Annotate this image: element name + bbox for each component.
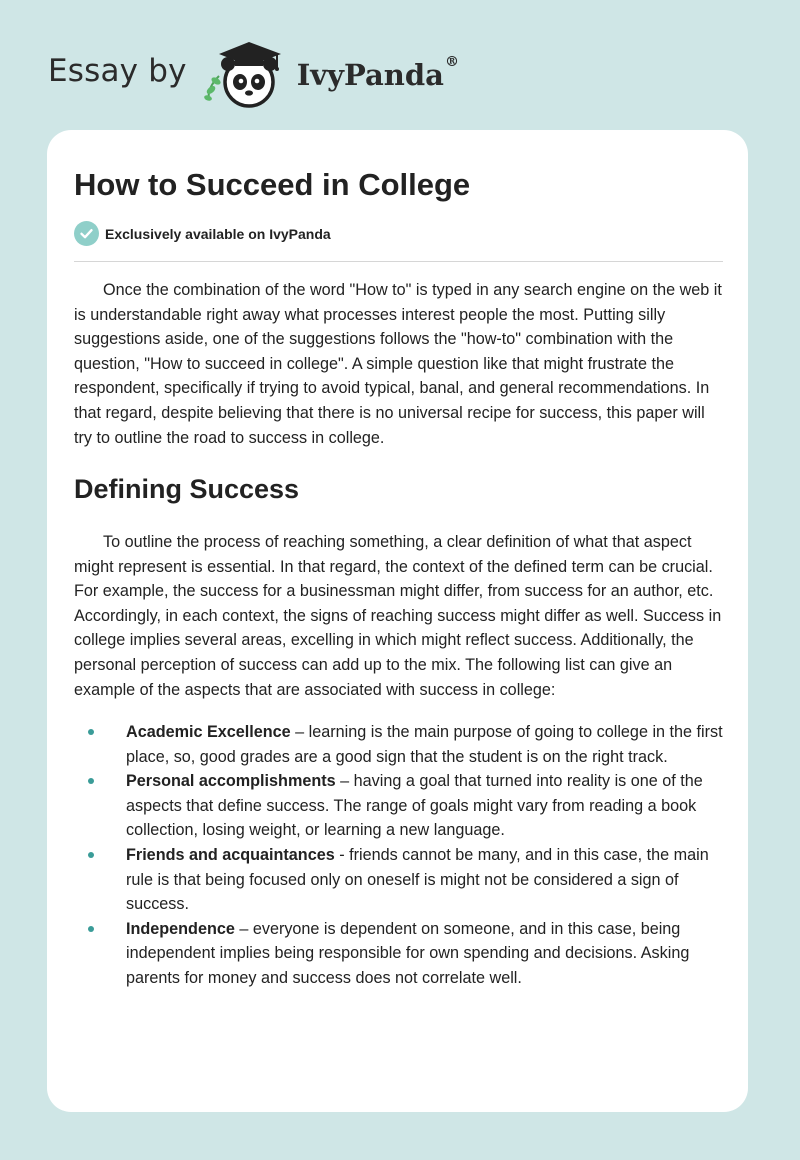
badge-text: Exclusively available on IvyPanda bbox=[105, 225, 331, 242]
bullet-icon bbox=[88, 778, 94, 784]
exclusive-badge bbox=[74, 221, 331, 246]
essay-card bbox=[47, 130, 748, 1112]
list-item-text: - friends cannot be many, and in this case, the main rule is that being focused only on oneself is might not be considered a sign of success. bbox=[126, 845, 709, 914]
success-aspects-list bbox=[74, 720, 726, 991]
bullet-icon bbox=[88, 852, 94, 858]
panda-graduate-logo-icon bbox=[201, 38, 293, 108]
list-item bbox=[74, 843, 726, 917]
bullet-icon bbox=[88, 729, 94, 735]
brand-name: IvyPanda® bbox=[296, 54, 459, 92]
list-item bbox=[74, 917, 726, 991]
list-item-term: Friends and acquaintances bbox=[126, 845, 335, 864]
intro-paragraph: Once the combination of the word "How to" is typed in any search engine on the web it is understandable right away what processes interest people the most. Putting silly suggestions aside, one of the suggestions follows the "how-to" combination with the question, "How to succeed in college". A simple question like that might frustrate the respondent, specifically if trying to avoid typical, banal, and general recommendations. In that regard, despite believing that there is no universal recipe for success, this paper will try to outline the road to success in college. bbox=[74, 281, 722, 447]
list-item-text: – everyone is dependent on someone, and in this case, being independent implies being responsible for own spending and decisions. Asking parents for money and success does not correlate well. bbox=[126, 919, 690, 987]
list-item-term: Personal accomplishments bbox=[126, 772, 336, 791]
brand-header[interactable] bbox=[48, 38, 459, 108]
list-item-term: Independence bbox=[126, 919, 235, 938]
divider bbox=[74, 261, 723, 262]
list-item-text: – having a goal that turned into reality is one of the aspects that define success. The range of goals might vary from reading a book collection, losing weight, or learning a new language. bbox=[126, 772, 703, 840]
list-item bbox=[74, 720, 726, 769]
section-heading: Defining Success bbox=[74, 474, 300, 504]
list-item-term: Academic Excellence bbox=[126, 723, 291, 741]
bullet-icon bbox=[88, 926, 94, 932]
brand-prefix: Essay by bbox=[48, 53, 187, 89]
list-item-text: – learning is the main purpose of going to college in the first place, so, good grades are a good sign that the student is on the right track. bbox=[126, 723, 723, 766]
page-title: How to Succeed in College bbox=[74, 167, 471, 202]
section-paragraph: To outline the process of reaching something, a clear definition of what that aspect might represent is essential. In that regard, the context of the defined term can be crucial. For example, the success for a businessman might differ, from success for an author, etc. Accordingly, in each context, the signs of reaching success might differ as well. Success in college implies several areas, excelling in which might reflect success. Additionally, the personal perception of success can add up to the mix. The following list can give an example of the aspects that are associated with success in college: bbox=[74, 533, 722, 699]
check-circle-icon bbox=[74, 221, 99, 246]
list-item bbox=[74, 769, 726, 843]
